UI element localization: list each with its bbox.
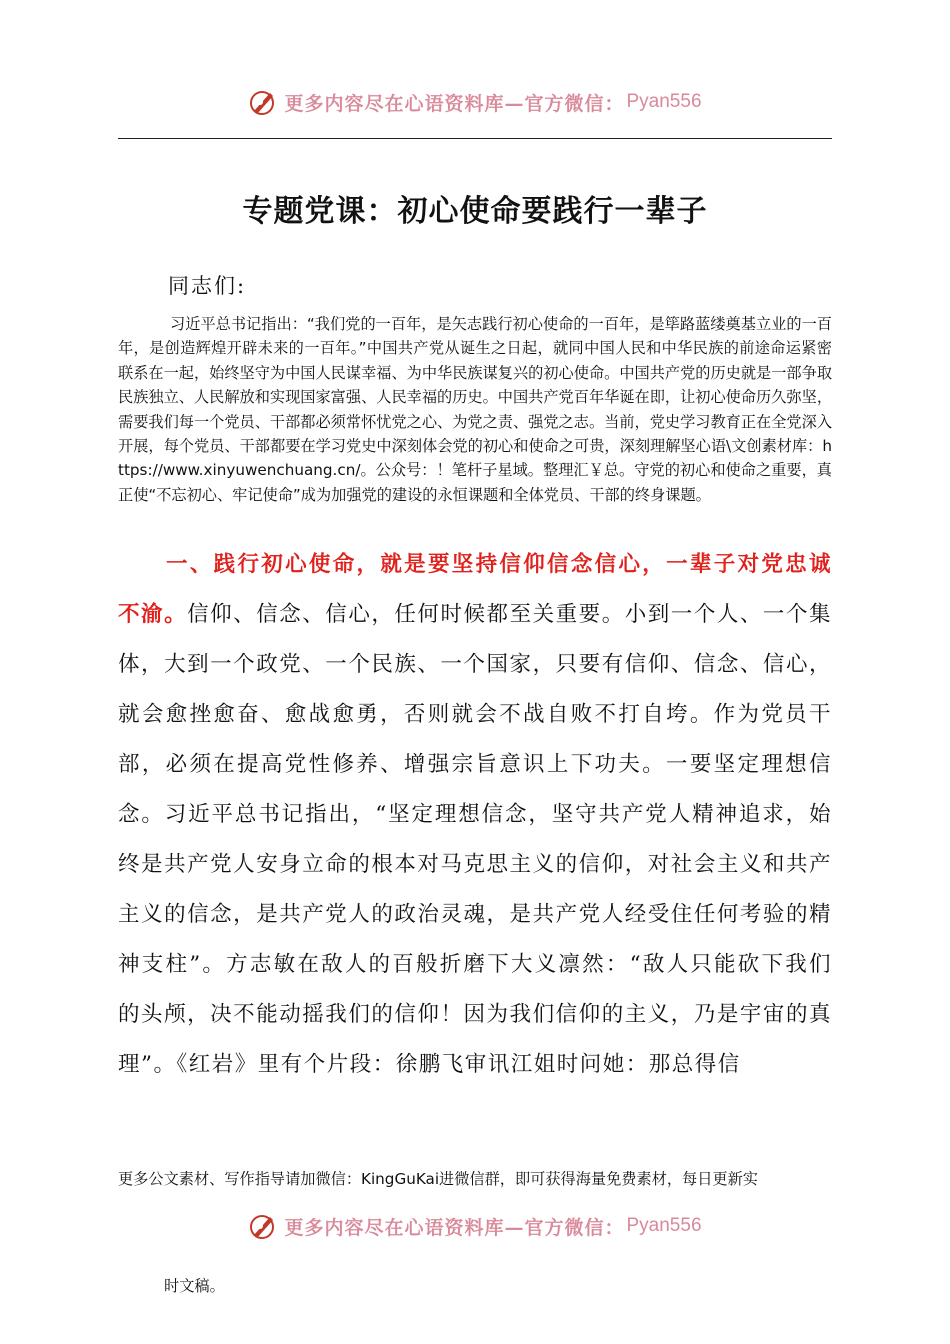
footer-banner (0, 1206, 950, 1246)
pen-circle-logo-icon (248, 87, 278, 117)
banner-wechat-id: Pyan556 (626, 1215, 702, 1236)
banner-wechat-id: Pyan556 (626, 91, 702, 112)
intro-paragraph: 习近平总书记指出：“我们党的一百年，是矢志践行初心使命的一百年，是筚路蓝缕奠基立业的一百年，是创造辉煌开辟未来的一百年。”中国共产党从诞生之日起，就同中国人民和中华民族的前途命运紧密联系在一起，始终坚守为中国人民谋幸福、为中华民族谋复兴的初心使命。中国共产党的历史就是一部争取民族独立、人民解放和实现国家富强、人民幸福的历史。中国共产党百年华诞在即，让初心使命历久弥坚，需要我们每一个党员、干部都必须常怀忧党之心、为党之责、强党之志。当前，党史学习教育正在全党深入开展，每个党员、干部都要在学习党史中深刻体会党的初心和使命之可贵，深刻理解坚心语\文创素材库：https://www.xinyuwenchuang.cn/。公众号：！笔杆子星域。整理汇￥总。守党的初心和使命之重要，真正使“不忘初心、牢记使命”成为加强党的建设的永恒课题和全体党员、干部的终身课题。 (118, 315, 832, 504)
footer-note-continued: 时文稿。 (164, 1277, 225, 1295)
header-banner (0, 82, 950, 122)
page-title: 专题党课：初心使命要践行一辈子 (242, 194, 708, 229)
salutation: 同志们: (168, 274, 247, 298)
banner-text: 更多内容尽在心语资料库—官方微信： (284, 1216, 625, 1239)
section-1-heading: 一、践行初心使命，就是要坚持信仰信念信心，一辈子对党忠诚不渝。 (118, 552, 832, 627)
footer-note: 更多公文素材、写作指导请加微信：KingGuKai进微信群，即可获得海量免费素材，每日更新实 (118, 1170, 758, 1188)
header-rule (118, 138, 832, 139)
section-1-paragraph (118, 540, 832, 1090)
banner-text: 更多内容尽在心语资料库—官方微信： (284, 92, 625, 115)
section-1-body: 信仰、信念、信心，任何时候都至关重要。小到一个人、一个集体，大到一个政党、一个民族、一个国家，只要有信仰、信念、信心，就会愈挫愈奋、愈战愈勇，否则就会不战自败不打自垮。作为党员干部，必须在提高党性修养、增强宗旨意识上下功夫。一要坚定理想信念。习近平总书记指出，“坚定理想信念，坚守共产党人精神追求，始终是共产党人安身立命的根本对马克思主义的信仰，对社会主义和共产主义的信念，是共产党人的政治灵魂，是共产党人经受住任何考验的精神支柱”。方志敏在敌人的百般折磨下大义凛然：“敌人只能砍下我们的头颅，决不能动摇我们的信仰！因为我们信仰的主义，乃是宇宙的真理”。《红岩》里有个片段：徐鹏飞审讯江姐时问她：那总得信 (118, 602, 832, 1077)
pen-circle-logo-icon (248, 1211, 278, 1241)
